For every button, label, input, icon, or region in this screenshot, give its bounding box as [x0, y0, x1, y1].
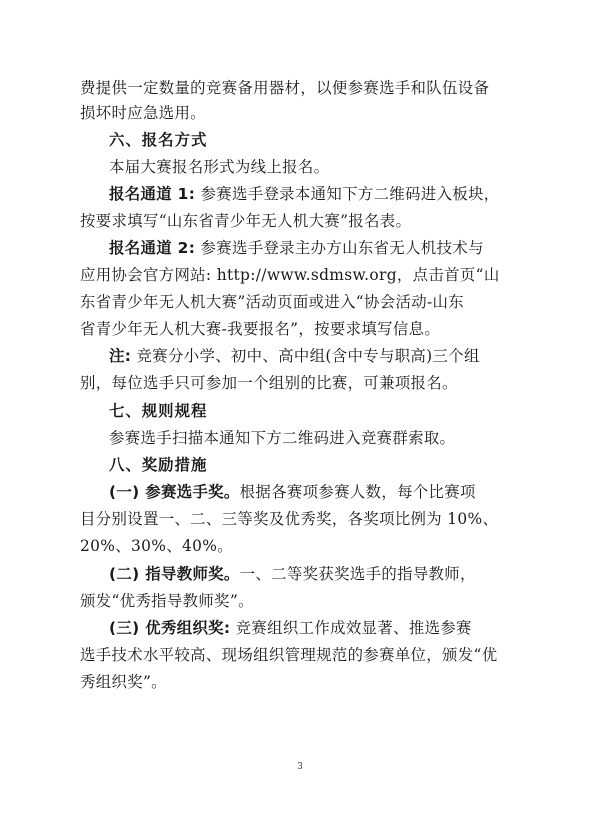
- body-text-line: 按要求填写“山东省青少年无人机大赛”报名表。: [80, 212, 412, 230]
- inline-text: 竞赛组织工作成效显著、推选参赛: [230, 619, 472, 637]
- paragraph-line: [109, 346, 520, 366]
- body-text-line: 损坏时应急选用。: [80, 104, 206, 122]
- section-heading-rules: 七、规则规程: [109, 402, 208, 420]
- body-text-line: 费提供一定数量的竞赛备用器材，以便参赛选手和队伍设备: [80, 79, 490, 97]
- paragraph-line: [109, 482, 520, 502]
- inline-text: 参赛选手登录本通知下方二维码进入板块，: [195, 185, 500, 203]
- inline-label: 注:: [109, 347, 132, 365]
- inline-text: 根据各赛项参赛人数，每个比赛项: [239, 483, 476, 501]
- body-text-line: 颁发“优秀指导教师奖”。: [80, 592, 254, 610]
- body-text-line: 目分别设置一、二、三等奖及优秀奖，各奖项比例为 10%、: [80, 510, 499, 528]
- body-text-line: 东省青少年无人机大赛”活动页面或进入“协会活动-山东: [80, 293, 465, 311]
- body-text-line: 别，每位选手只可参加一个组别的比赛，可兼项报名。: [80, 374, 458, 392]
- paragraph-line: [109, 184, 520, 204]
- inline-text: 一、二等奖获奖选手的指导教师，: [239, 565, 476, 583]
- inline-text: 竞赛分小学、初中、高中组(含中专与职高)三个组: [131, 347, 480, 365]
- inline-label: 报名通道 2:: [109, 239, 196, 257]
- paragraph-line: [109, 238, 520, 258]
- section-heading-awards: 八、奖励措施: [109, 456, 208, 474]
- paragraph-line: [109, 564, 520, 584]
- section-heading-registration: 六、报名方式: [109, 131, 208, 149]
- inline-label: (三) 优秀组织奖:: [109, 619, 231, 637]
- paragraph-line: [109, 618, 520, 638]
- inline-label: 报名通道 1:: [109, 185, 196, 203]
- body-text-line: 选手技术水平较高、现场组织管理规范的参赛单位，颁发“优: [80, 646, 498, 664]
- body-text-line: 秀组织奖”。: [80, 673, 167, 691]
- body-text-line: 本届大赛报名形式为线上报名。: [109, 158, 330, 176]
- inline-text: 参赛选手登录主办方山东省无人机技术与: [195, 239, 484, 257]
- body-text-line: 省青少年无人机大赛-我要报名”，按要求填写信息。: [80, 320, 441, 338]
- body-text-line: 参赛选手扫描本通知下方二维码进入竞赛群索取。: [109, 429, 456, 447]
- page-number: 3: [297, 762, 303, 772]
- inline-label: (二) 指导教师奖。: [109, 565, 240, 583]
- body-text-line: 20%、30%、40%。: [80, 537, 233, 555]
- body-text-line: 应用协会官方网站: http://www.sdmsw.org，点击首页“山: [80, 266, 500, 284]
- inline-label: (一) 参赛选手奖。: [109, 483, 240, 501]
